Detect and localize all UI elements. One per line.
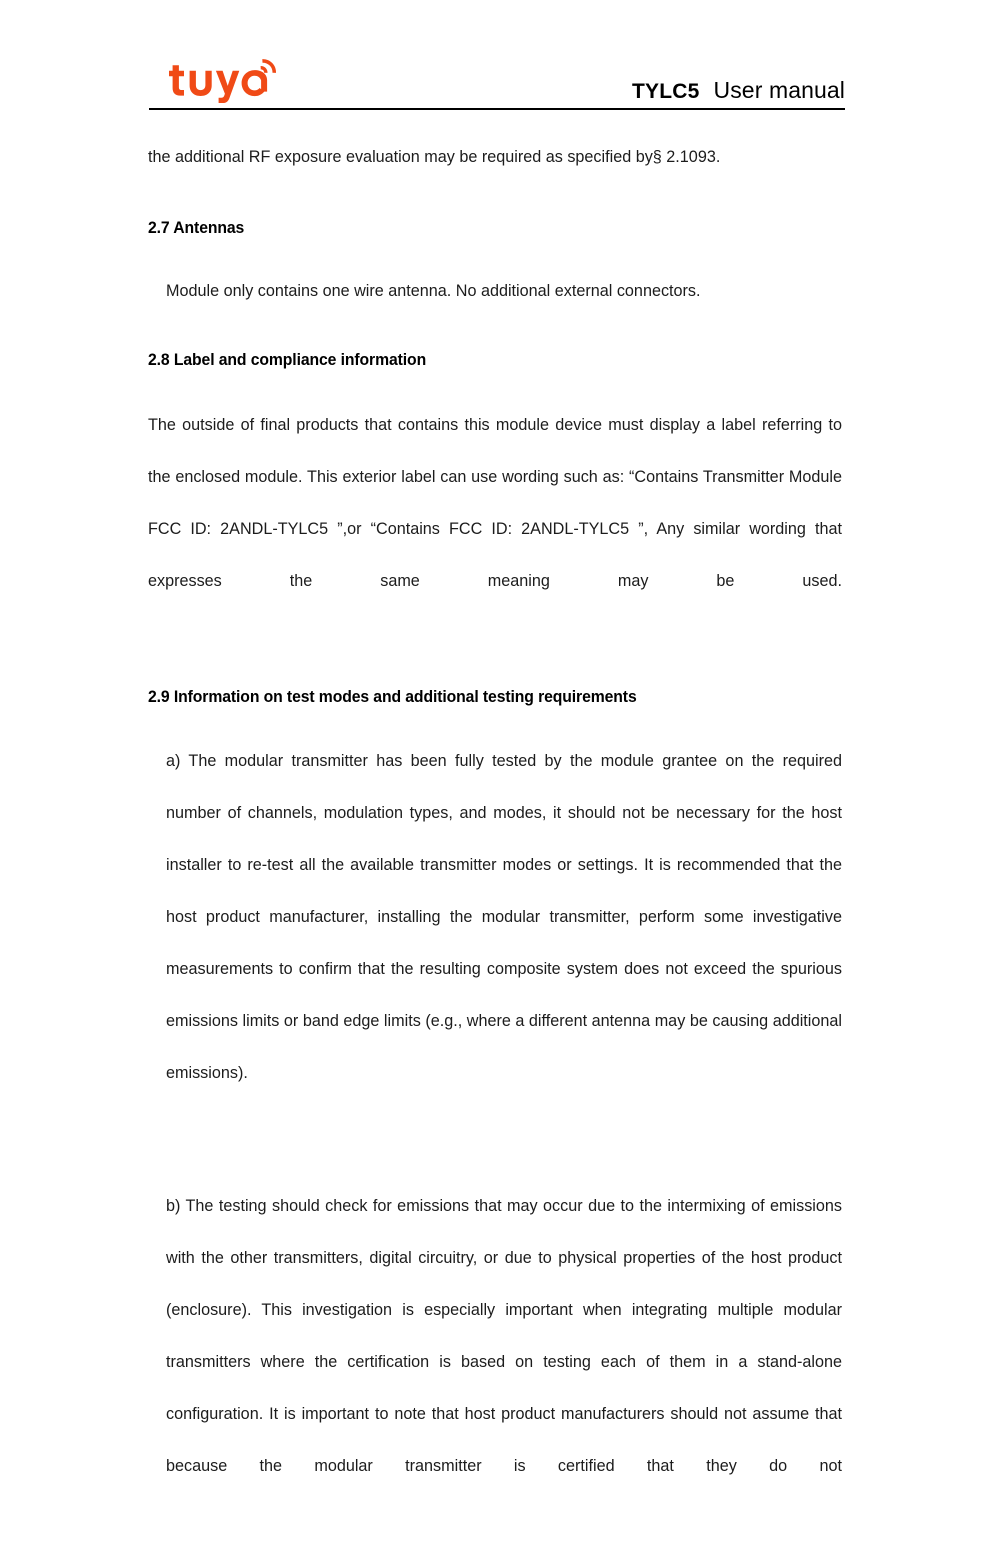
document-header xyxy=(148,52,845,110)
section-2-7-paragraph-1: Module only contains one wire antenna. No additional external connectors. xyxy=(166,282,701,301)
document-body xyxy=(148,131,842,1544)
section-2-8-paragraph-1: The outside of final products that contains this module device must display a label referring to the enclosed module. This exterior label can use wording such as: “Contains Transmitter Module FCC ID: 2ANDL-TYLC5 ”,or “Contains FCC ID: 2ANDL-TYLC5 ”, Any similar wording that expresses the same meaning may be used. xyxy=(148,415,842,590)
spacer xyxy=(148,1151,842,1180)
header-title xyxy=(632,77,845,104)
spacer xyxy=(148,659,842,689)
spacer xyxy=(148,705,842,735)
manual-label: User manual xyxy=(713,77,845,103)
continuation-line: the additional RF exposure evaluation may be required as specified by§ 2.1093. xyxy=(148,148,721,166)
section-heading-2-9: 2.9 Information on test modes and additional testing requirements xyxy=(148,687,637,706)
tuya-wifi-logo xyxy=(166,55,278,108)
spacer xyxy=(148,236,842,265)
spacer xyxy=(148,317,842,352)
section-2-9-paragraph-b: b) The testing should check for emissions that may occur due to the intermixing of emissions with the other transmitters, digital circuitry, or due to physical properties of the host product (enclosure). This investigation is especially important when integrating multiple modular transmitters where the certification is based on testing each of them in a stand-alone configuration. It is important to note that host product manufacturers should not assume that because the modular transmitter is certified that they do not xyxy=(166,1197,842,1476)
section-2-9-paragraph-a: a) The modular transmitter has been fully tested by the module grantee on the required number of channels, modulation types, and modes, it should not be necessary for the host installer to re-test all the available transmitter modes or settings. It is recommended that the host product manufacturer, installing the modular transmitter, perform some investigative measurements to confirm that the resulting composite system does not exceed the spurious emissions limits or band edge limits (e.g., where a different antenna may be causing additional emissions). xyxy=(166,752,842,1083)
product-model: TYLC5 xyxy=(631,80,700,103)
section-heading-2-7: 2.7 Antennas xyxy=(148,219,245,237)
header-divider xyxy=(149,108,845,110)
spacer xyxy=(148,183,842,220)
section-heading-2-8: 2.8 Label and compliance information xyxy=(148,351,427,370)
spacer xyxy=(148,369,842,399)
